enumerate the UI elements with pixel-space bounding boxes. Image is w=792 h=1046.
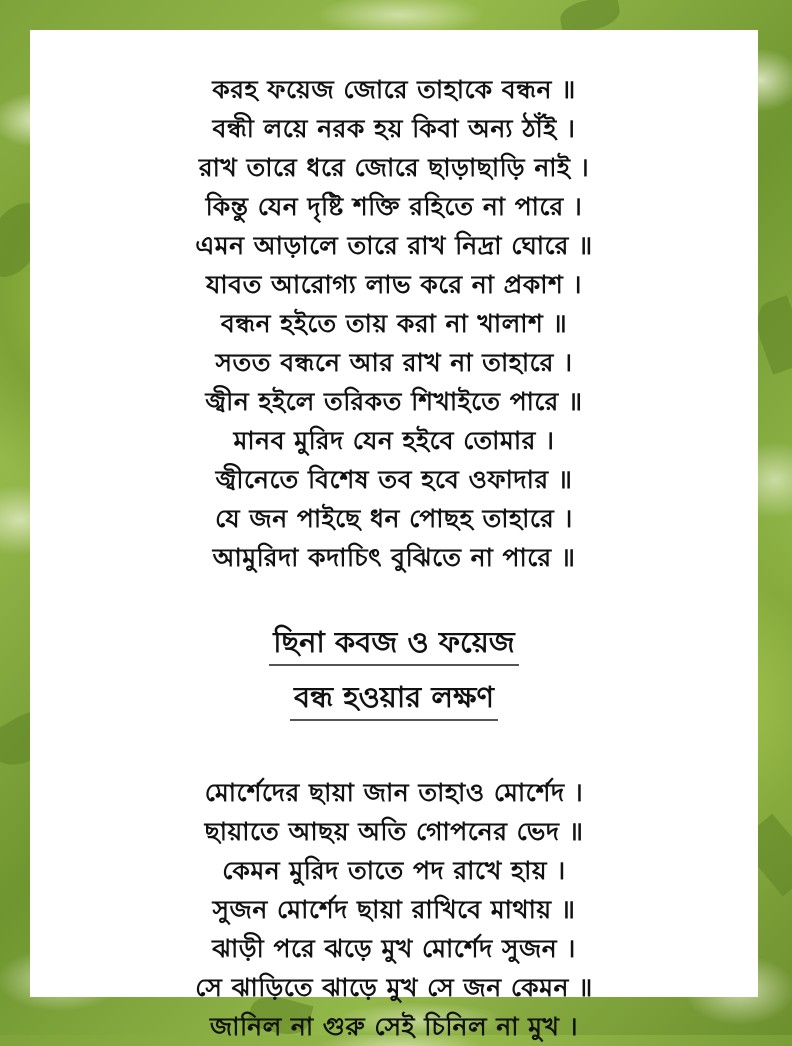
verse-line: সে ঝাড়িতে ঝাড়ে মুখ সে জন কেমন ॥ [195, 973, 593, 1002]
verse-line: করহ ফয়েজ জোরে তাহাকে বন্ধন ॥ [212, 75, 576, 104]
verse-line: মোর্শেদের ছায়া জান তাহাও মোর্শেদ । [204, 778, 584, 807]
verse-line: রাখ তারে ধরে জোরে ছাড়াছাড়ি নাই । [198, 153, 590, 182]
verse-line: সুজন মোর্শেদ ছায়া রাখিবে মাথায় ॥ [212, 895, 576, 924]
section-heading-line-2: বন্ধ হওয়ার লক্ষণ [290, 677, 498, 721]
verse-line: জ্বীন হইলে তরিকত শিখাইতে পারে ॥ [205, 387, 583, 416]
verse-line: বন্ধী লয়ে নরক হয় কিবা অন্য ঠাঁই । [212, 114, 576, 143]
verse-line: সতত বন্ধনে আর রাখ না তাহারে । [215, 348, 573, 377]
verse-line: বন্ধন হইতে তায় করা না খালাশ ॥ [220, 309, 568, 338]
verse-block-bottom [30, 773, 758, 1046]
verse-line: মানব মুরিদ যেন হইবে তোমার । [233, 426, 555, 455]
section-heading [30, 619, 758, 729]
verse-line: যে জন পাইছে ধন পোছহ তাহারে । [215, 504, 573, 533]
verse-line: ঝাড়ী পরে ঝড়ে মুখ মোর্শেদ সুজন । [212, 934, 576, 963]
verse-line: কেমন মুরিদ তাতে পদ রাখে হায় । [222, 856, 566, 885]
verse-line: যাবত আরোগ্য লাভ করে না প্রকাশ । [206, 270, 582, 299]
verse-line: আমুরিদা কদাচিৎ বুঝিতে না পারে ॥ [212, 543, 576, 572]
verse-line: জানিল না গুরু সেই চিনিল না মুখ । [209, 1012, 579, 1041]
verse-line: জ্বীনেতে বিশেষ তব হবে ওফাদার ॥ [215, 465, 573, 494]
verse-line: এমন আড়ালে তারে রাখ নিদ্রা ঘোরে ॥ [195, 231, 593, 260]
verse-line: ছায়াতে আছয় অতি গোপনের ভেদ ॥ [204, 817, 584, 846]
section-heading-line-1: ছিনা কবজ ও ফয়েজ [269, 622, 518, 666]
verse-block-top [30, 70, 758, 577]
verse-line: কিন্তু যেন দৃষ্টি শক্তি রহিতে না পারে । [205, 192, 583, 221]
text-page [30, 30, 758, 1041]
